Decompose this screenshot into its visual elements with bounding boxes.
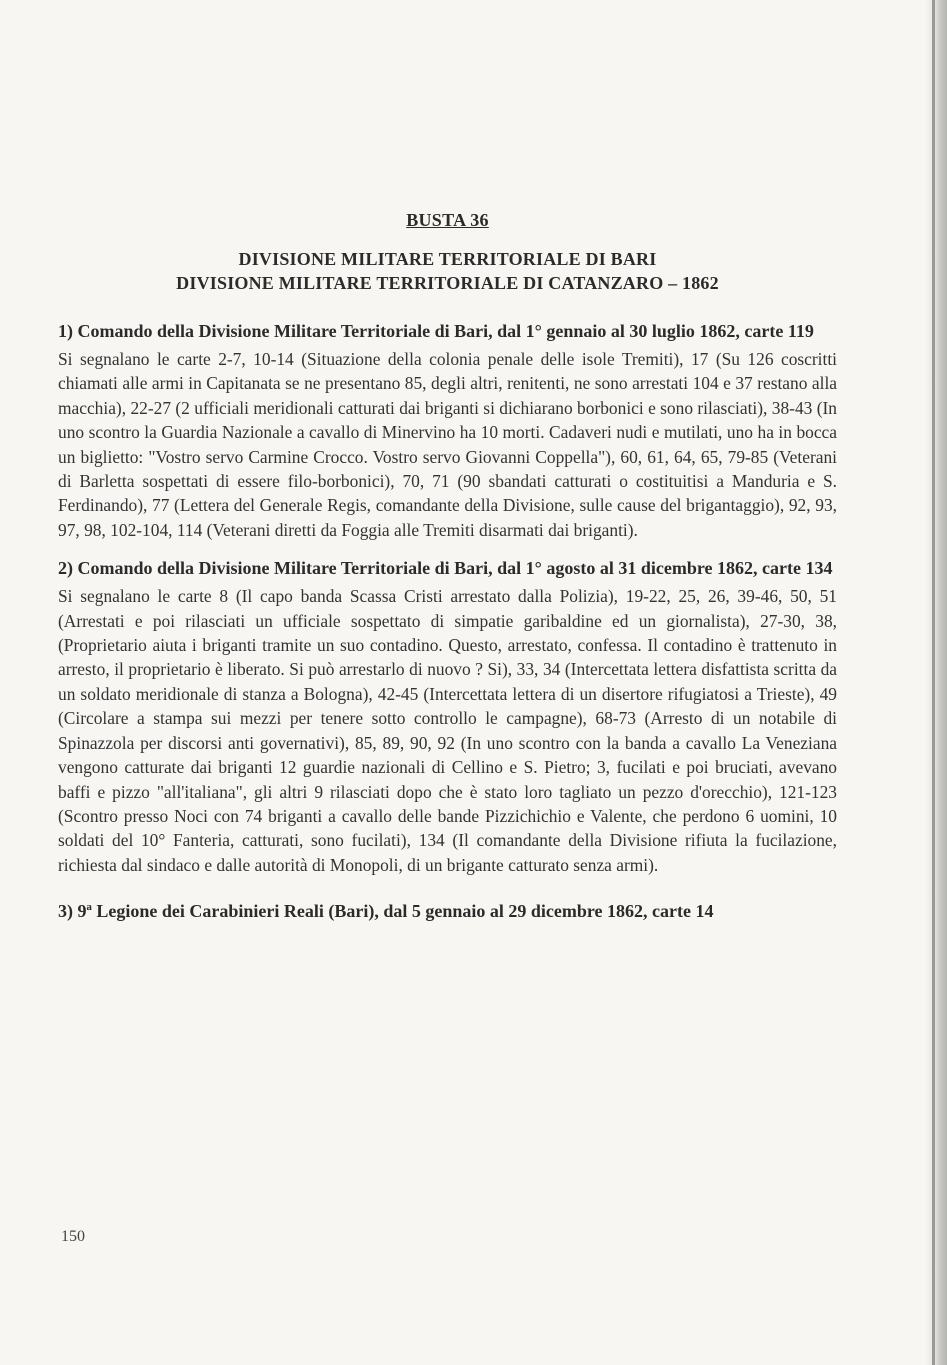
section-body: Si segnalano le carte 8 (Il capo banda Scassa Cristi arrestato dalla Polizia), 19-22, 25, 26, 39-46, 50, 51 (Arrestati e poi rilasciati un ufficiale sospettato di simpatie garibaldine ed un giornalista), 27-30, 38, (Proprietario aiuta i briganti tramite un suo contadino. Questo, arrestato, confessa. Il contadino è trattenuto in arresto, il proprietario è liberato. Si può arrestarlo di nuovo ? Si), 33, 34 (Intercettata lettera disfattista scritta da un soldato meridionale di stanza a Bologna), 42-45 (Intercettata lettera di un disertore rifugiatosi a Trieste), 49 (Circolare a stampa sui mezzi per tenere sotto controllo le campagne), 68-73 (Arresto di un notabile di Spinazzola per discorsi anti governativi), 85, 89, 90, 92 (In uno scontro con la banda a cavallo La Veneziana vengono catturate dai briganti 12 guardie nazionali di Cellino e S. Pietro; 3, fucilati e poi bruciati, avevano baffi e pizzo "all'italiana", gli altri 9 rilasciati dopo che è stato loro tagliato un pezzo d'orecchio), 121-123 (Scontro presso Noci con 74 briganti a cavallo delle bande Pizzichichio e Valente, che perdono 6 uomini, 10 soldati del 10° Fanteria, catturati, sono fucilati), 134 (Il comandante della Divisione rifiuta la fucilazione, richiesta dal sindaco e dalle autorità di Monopoli, di un brigante catturato senza armi). [58, 586, 837, 875]
section-heading: 1) Comando della Divisione Militare Territoriale di Bari, dal 1° gennaio al 30 luglio 1862, carte 119 [58, 321, 814, 341]
section-3 [58, 899, 837, 923]
section-body: Si segnalano le carte 2-7, 10-14 (Situazione della colonia penale delle isole Tremiti), 17 (Su 126 coscritti chiamati alle armi in Capitanata se ne presentano 85, degli altri, renitenti, ne sono arrestati 104 e 37 restano alla macchia), 22-27 (2 ufficiali meridionali catturati dai briganti si dichiarano borbonici e sono rilasciati), 38-43 (In uno scontro la Guardia Nazionale a cavallo di Minervino ha 10 morti. Cadaveri nudi e mutilati, uno ha in bocca un biglietto: "Vostro servo Carmine Crocco. Vostro servo Giovanni Coppella"), 60, 61, 64, 65, 79-85 (Veterani di Barletta sospettati di essere filo-borbonici), 70, 71 (90 sbandati catturati o costituitisi a Manduria e S. Ferdinando), 77 (Lettera del Generale Regis, comandante della Divisione, sulle cause del brigantaggio), 92, 93, 97, 98, 102-104, 114 (Veterani diretti da Foggia alle Tremiti disarmati dai briganti). [58, 349, 837, 540]
section-1 [58, 319, 837, 542]
busta-title: BUSTA 36 [406, 210, 489, 230]
page-number: 150 [61, 1228, 85, 1245]
division-title-catanzaro: DIVISIONE MILITARE TERRITORIALE DI CATANZARO – 1862 [176, 273, 719, 293]
division-title-bari: DIVISIONE MILITARE TERRITORIALE DI BARI [238, 249, 657, 269]
page-binding-edge [925, 0, 947, 1365]
document-content [58, 210, 837, 923]
page-binding-line [932, 0, 935, 1365]
section-heading: 3) 9ª Legione dei Carabinieri Reali (Bari), dal 5 gennaio al 29 dicembre 1862, carte 14 [58, 901, 714, 922]
section-2 [58, 556, 837, 877]
section-heading: 2) Comando della Divisione Militare Territoriale di Bari, dal 1° agosto al 31 dicembre 1862, carte 134 [58, 558, 833, 579]
